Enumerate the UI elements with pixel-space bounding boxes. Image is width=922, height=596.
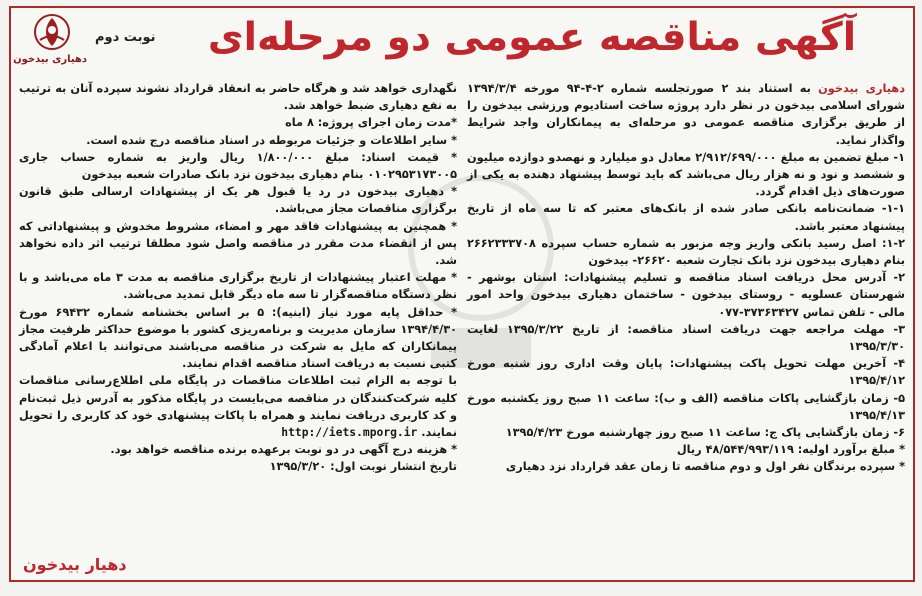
registration-notice [19,372,457,441]
left-column [19,80,457,476]
intro-paragraph [467,80,905,149]
registration-text: با توجه به الزام ثبت اطلاعات مناقصات در پایگاه ملی اطلاع‌رسانی مناقصات کلیه شرکت‌کنندگان در مناقصه می‌بایست در پایگاه مذکور به آدرس ذیل ثبت‌نام و کد کاربری دریافت نمایند و همراه با پاکات پیشنهادی خود کد کاربری را تحویل نمایند. [19,374,457,440]
iets-link[interactable]: http://iets.mporg.ir [281,426,418,440]
envelope-opening-ab: ۵- زمان بازگشایی پاکات مناقصه (الف و ب): ساعت ۱۱ صبح روز یکشنبه مورخ ۱۳۹۵/۴/۱۳ [467,391,905,422]
logo [13,12,87,78]
other-info: * سایر اطلاعات و جزئیات مربوطه در اسناد مناقصه درج شده است. [86,133,457,147]
first-publication-date: تاریخ انتشار نوبت اول: ۱۳۹۵/۳/۲۰ [269,460,457,474]
deposit-continued: نگهداری خواهد شد و هرگاه حاضر به انعقاد قرارداد نشوند سپرده آنان به ترتیب به نفع دهیاری ضبط خواهد شد. [19,82,457,113]
page-title: آگهی مناقصه عمومی دو مرحله‌ای [207,15,857,60]
invalid-proposals: * همچنین به پیشنهادات فاقد مهر و امضاء، مشروط مخدوش و پیشنهاداتی که پس از انقضاء مدت مقرر در مناقصه واصل شود مطلقا ترتیب اثر داده نخواهد شد. [19,219,457,268]
logo-caption: دهیاری بیدخون [13,54,87,65]
submission-deadline: ۴- آخرین مهلت تحویل پاکت پیشنهادات: پایان وقت اداری روز شنبه مورخ ۱۳۹۵/۴/۱۲ [467,357,905,388]
contractor-grade: * حداقل پایه مورد نیاز (ابنیه): ۵ بر اساس بخشنامه شماره ۶۹۴۳۲ مورخ ۱۳۹۴/۴/۳۰ سازمان مدیریت و برنامه‌ریزی کشور با موضوع حداکثر ظرفیت مجاز پیمانکاران که مایل به شرکت در مناقصه می‌باشند می‌توانند با اعلام آمادگی کتبی نسبت به دریافت اسناد مناقصه اقدام نمایند. [19,305,458,371]
ad-cost: * هزینه درج آگهی در دو نوبت برعهده برنده مناقصه خواهد بود. [110,443,457,457]
round-label: نوبت دوم [95,30,156,45]
right-column [467,80,905,476]
submission-address: ۲- آدرس محل دریافت اسناد مناقصه و تسلیم پیشنهادات: استان بوشهر - شهرستان عسلویه - روستای بیدخون - ساختمان دهیاری بیدخون واحد امور مالی - تلفن تماس ۳۷۳۶۳۴۲۷-۰۷۷ [467,271,905,319]
municipal-emblem-icon [30,12,74,52]
document-pickup-deadline: ۳- مهلت مراجعه جهت دریافت اسناد مناقصه: از تاریخ ۱۳۹۵/۳/۲۲ لغایت ۱۳۹۵/۳/۳۰ [467,322,905,354]
guarantee-bank-letter: ۱-۱- ضمانت‌نامه بانکی صادر شده از بانک‌های معتبر که تا سه ماه از تاریخ پیشنهاد معتبر باشد. [467,202,905,233]
signature: دهیار بیدخون [23,555,127,574]
winners-deposit: * سپرده برندگان نفر اول و دوم مناقصه تا زمان عقد قرارداد نزد دهیاری [505,460,905,474]
project-duration: *مدت زمان اجرای پروژه: ۸ ماه [285,116,457,130]
proposal-validity: * مهلت اعتبار پیشنهادات از تاریخ برگزاری مناقصه به مدت ۳ ماه می‌باشد و با نظر دستگاه مناقصه‌گزار تا سه ماه دیگر قابل تمدید می‌باشد. [19,271,457,302]
notice-page [9,6,915,582]
envelope-opening-c: ۶- زمان بازگشایی پاک ج: ساعت ۱۱ صبح روز چهارشنبه مورخ ۱۳۹۵/۴/۲۳ [505,426,905,440]
rejection-right: * دهیاری بیدخون در رد یا قبول هر یک از پیشنهادات ارسالی طبق قانون برگزاری مناقصات مجاز می‌باشد. [19,185,457,216]
guarantee-deposit-receipt: ۱-۲: اصل رسید بانکی واریز وجه مزبور به شماره حساب سپرده ۲۶۶۲۳۳۳۷۰۸ بنام دهیاری بیدخون نزد بانک تجارت شعبه ۲۶۶۲۰- بیدخون [467,236,905,268]
initial-estimate: * مبلغ برآورد اولیه: ۴۸/۵۴۴/۹۹۳/۱۱۹ ریال [676,443,905,457]
intro-text: به استناد بند ۲ صورتجلسه شماره ۲-۴-۹۴ مورخه ۱۳۹۴/۳/۴ شورای اسلامی بیدخون در نظر دارد پروژه ساخت استادیوم ورزشی بیدخون را از طریق برگزاری مناقصه عمومی دو مرحله‌ای به پیمانکاران واجد شرایط واگذار نماید. [467,82,905,147]
organization-name: دهیاری بیدخون [818,82,905,95]
guarantee-amount: ۱- مبلغ تضمین به مبلغ ۲/۹۱۲/۶۹۹/۰۰۰ معادل دو میلیارد و نهصدو دوازده میلیون و ششصد و نود و نه هزار ریال می‌باشد که باید توسط پیشنهاد دهنده به یکی از صورت‌های ذیل اقدام گردد. [467,150,905,199]
document-price: * قیمت اسناد: مبلغ ۱/۸۰۰/۰۰۰ ریال واریز به شماره حساب جاری ۰۱۰۲۹۵۳۱۷۳۰۰۵ بنام دهیاری بیدخون نزد بانک صادرات شعبه بیدخون [19,150,457,182]
